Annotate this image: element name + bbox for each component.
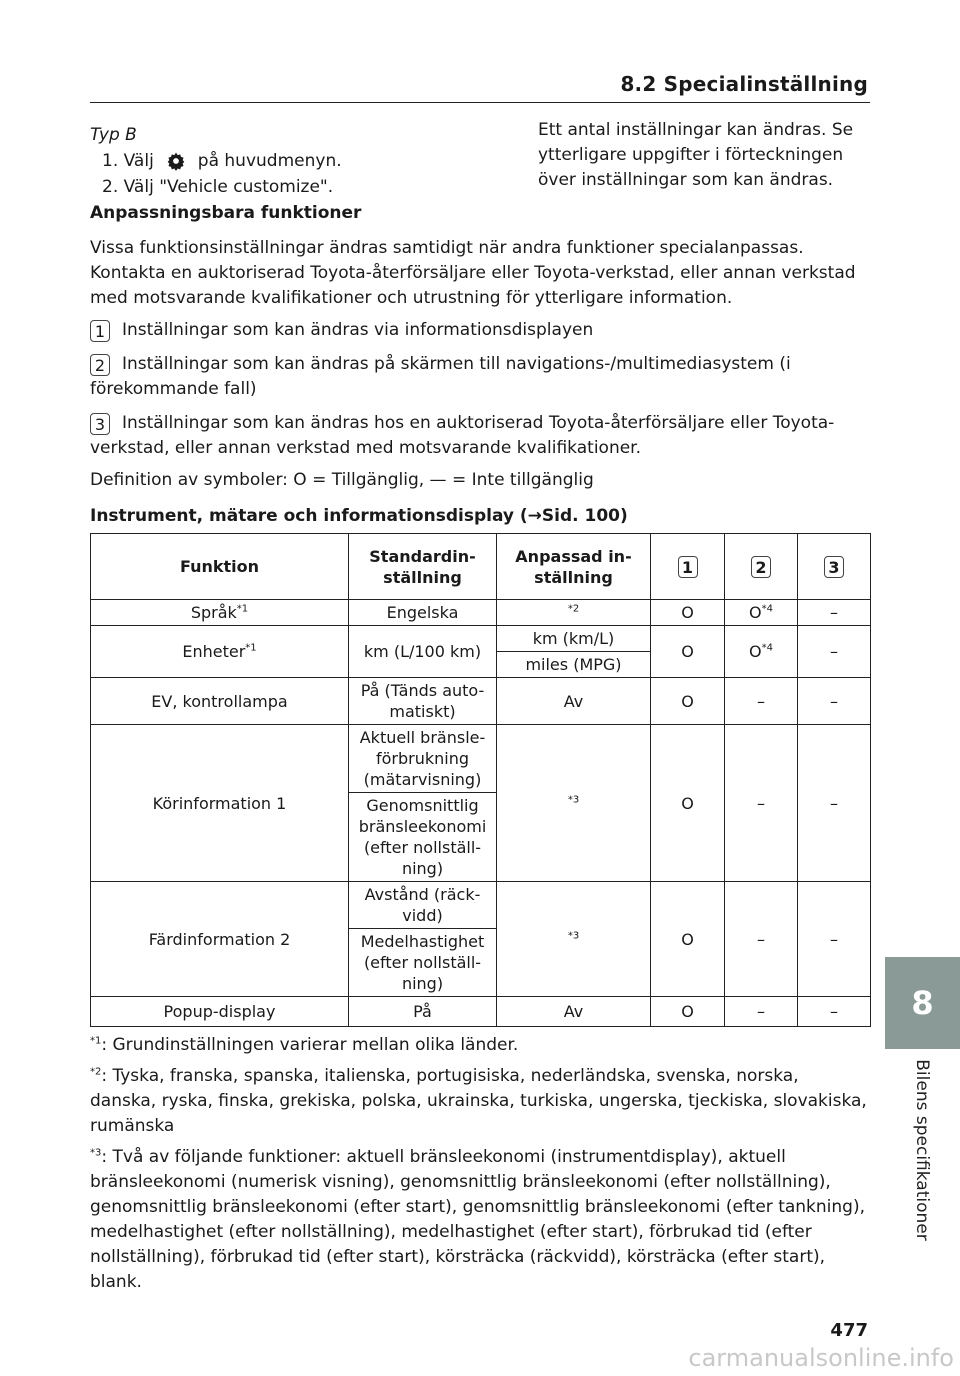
settings-table bbox=[90, 533, 871, 1027]
table-row bbox=[91, 626, 871, 652]
cell-c3: – bbox=[798, 626, 871, 678]
legend-item-2 bbox=[90, 352, 870, 402]
intro-paragraph: Vissa funktionsinställningar ändras samtidigt när andra funktioner specialanpassas. Kontakta en auktoriserad Toyota-återförsäljare eller Toyota-verkstad, eller annan verkstad med motsvarande kvalifikationer och utrustning för ytterligare information. bbox=[90, 238, 856, 308]
cell-standard: På bbox=[349, 997, 497, 1027]
cell-c3: – bbox=[798, 678, 871, 725]
page-number: 477 bbox=[830, 1320, 868, 1341]
cell-anpassad: *3 bbox=[497, 725, 651, 882]
header-divider bbox=[90, 102, 870, 103]
chapter-label: Bilens specifikationer bbox=[912, 1059, 932, 1241]
cell-anpassad: *2 bbox=[497, 600, 651, 626]
header-anpassad: Anpassad in-ställning bbox=[497, 534, 651, 600]
number-box-icon: 3 bbox=[90, 413, 110, 435]
right-column-text: Ett antal inställningar kan ändras. Se ytterligare uppgifter i förteckningen över inställningar som kan ändras. bbox=[538, 120, 854, 190]
legend-text: Inställningar som kan ändras via informationsdisplayen bbox=[122, 320, 594, 340]
step-1-suffix: på huvudmenyn. bbox=[197, 151, 342, 171]
cell-standard: Genomsnittlig bränsleekonomi (efter nollställ-ning) bbox=[349, 793, 497, 882]
header-col-1 bbox=[651, 534, 725, 600]
number-box-icon: 1 bbox=[90, 320, 110, 342]
table-title: Instrument, mätare och informationsdisplay (→Sid. 100) bbox=[90, 506, 628, 526]
cell-anpassad: Av bbox=[497, 997, 651, 1027]
cell-standard: Avstånd (räck-vidd) bbox=[349, 882, 497, 929]
cell-c3: – bbox=[798, 725, 871, 882]
cell-anpassad: *3 bbox=[497, 882, 651, 997]
cell-c1: O bbox=[651, 997, 725, 1027]
legend-item-1 bbox=[90, 318, 870, 343]
cell-funktion: EV, kontrollampa bbox=[91, 678, 349, 725]
cell-funktion: Språk$^{*1}$ bbox=[91, 600, 349, 626]
cell-standard: På (Tänds auto-matiskt) bbox=[349, 678, 497, 725]
cell-c3: – bbox=[798, 600, 871, 626]
legend-text: Inställningar som kan ändras hos en auktoriserad Toyota-återförsäljare eller Toyota-verkstad, eller annan verkstad med motsvarande kvalifikationer. bbox=[90, 413, 835, 458]
cell-c1: O bbox=[651, 600, 725, 626]
symbol-definition: Definition av symboler: O = Tillgänglig, — = Inte tillgänglig bbox=[90, 470, 594, 490]
cell-anpassad: Av bbox=[497, 678, 651, 725]
number-box-icon: 1 bbox=[678, 556, 698, 578]
subheading: Anpassningsbara funktioner bbox=[90, 203, 362, 223]
number-box-icon: 2 bbox=[751, 556, 771, 578]
cell-c2: – bbox=[725, 997, 798, 1027]
cell-c3: – bbox=[798, 997, 871, 1027]
footnote-2: $^{*2}$: Tyska, franska, spanska, italienska, portugisiska, nederländska, svenska, norska, danska, ryska, finska, grekiska, polska, ukrainska, turkiska, ungerska, tjeckiska, slovakiska, rumänska bbox=[90, 1066, 867, 1136]
cell-c2: $O^{*4}$ bbox=[725, 626, 798, 678]
gear-icon bbox=[166, 151, 186, 171]
footnote-1: $^{*1}$: Grundinställningen varierar mellan olika länder. bbox=[90, 1035, 519, 1055]
header-funktion: Funktion bbox=[91, 534, 349, 600]
cell-standard: km (L/100 km) bbox=[349, 626, 497, 678]
table-row bbox=[91, 600, 871, 626]
table-row bbox=[91, 882, 871, 929]
chapter-tab: 8 bbox=[885, 957, 960, 1049]
cell-funktion: Körinformation 1 bbox=[91, 725, 349, 882]
cell-standard: Engelska bbox=[349, 600, 497, 626]
cell-anpassad: miles (MPG) bbox=[497, 652, 651, 678]
footnote-3: $^{*3}$: Två av följande funktioner: aktuell bränsleekonomi (instrumentdisplay), aktuell bränsleekonomi (numerisk visning), genomsnittlig bränsleekonomi (efter nollställning), genomsnittlig bränsleekonomi (efter start), genomsnittlig bränsleekonomi (efter tankning), medelhastighet (efter nollställning), medelhastighet (efter start), förbrukad tid (efter nollställning), förbrukad tid (efter start), körsträcka (räckvidd), körsträcka (efter start), blank. bbox=[90, 1147, 865, 1292]
table-row bbox=[91, 678, 871, 725]
cell-c1: O bbox=[651, 725, 725, 882]
cell-c1: O bbox=[651, 678, 725, 725]
type-label: Typ B bbox=[90, 125, 137, 145]
number-box-icon: 2 bbox=[90, 354, 110, 376]
cell-c3: – bbox=[798, 882, 871, 997]
legend-text: Inställningar som kan ändras på skärmen till navigations-/multimediasystem (i förekommande fall) bbox=[90, 354, 791, 399]
step-1 bbox=[90, 148, 510, 174]
cell-funktion: Enheter$^{*1}$ bbox=[91, 626, 349, 678]
step-2: 2. Välj "Vehicle customize". bbox=[102, 177, 334, 197]
cell-c2: $O^{*4}$ bbox=[725, 600, 798, 626]
legend-item-3 bbox=[90, 411, 870, 461]
cell-c1: O bbox=[651, 626, 725, 678]
header-col-3 bbox=[798, 534, 871, 600]
table-header-row bbox=[91, 534, 871, 600]
watermark: carmanualsonline.info bbox=[688, 1344, 954, 1372]
step-1-prefix: 1. Välj bbox=[102, 151, 154, 171]
footnotes bbox=[90, 1033, 870, 1301]
cell-c2: – bbox=[725, 678, 798, 725]
table-row bbox=[91, 725, 871, 793]
cell-anpassad: km (km/L) bbox=[497, 626, 651, 652]
cell-funktion: Färdinformation 2 bbox=[91, 882, 349, 997]
section-title: 8.2 Specialinställning bbox=[620, 72, 868, 96]
cell-c1: O bbox=[651, 882, 725, 997]
header-col-2 bbox=[725, 534, 798, 600]
cell-funktion: Popup-display bbox=[91, 997, 349, 1027]
cell-c2: – bbox=[725, 725, 798, 882]
cell-c2: – bbox=[725, 882, 798, 997]
cell-standard: Aktuell bränsle-förbrukning (mätarvisning) bbox=[349, 725, 497, 793]
header-standard: Standardin-ställning bbox=[349, 534, 497, 600]
left-column bbox=[90, 122, 510, 226]
table-row bbox=[91, 997, 871, 1027]
number-box-icon: 3 bbox=[824, 556, 844, 578]
cell-standard: Medelhastighet (efter nollställ-ning) bbox=[349, 929, 497, 997]
